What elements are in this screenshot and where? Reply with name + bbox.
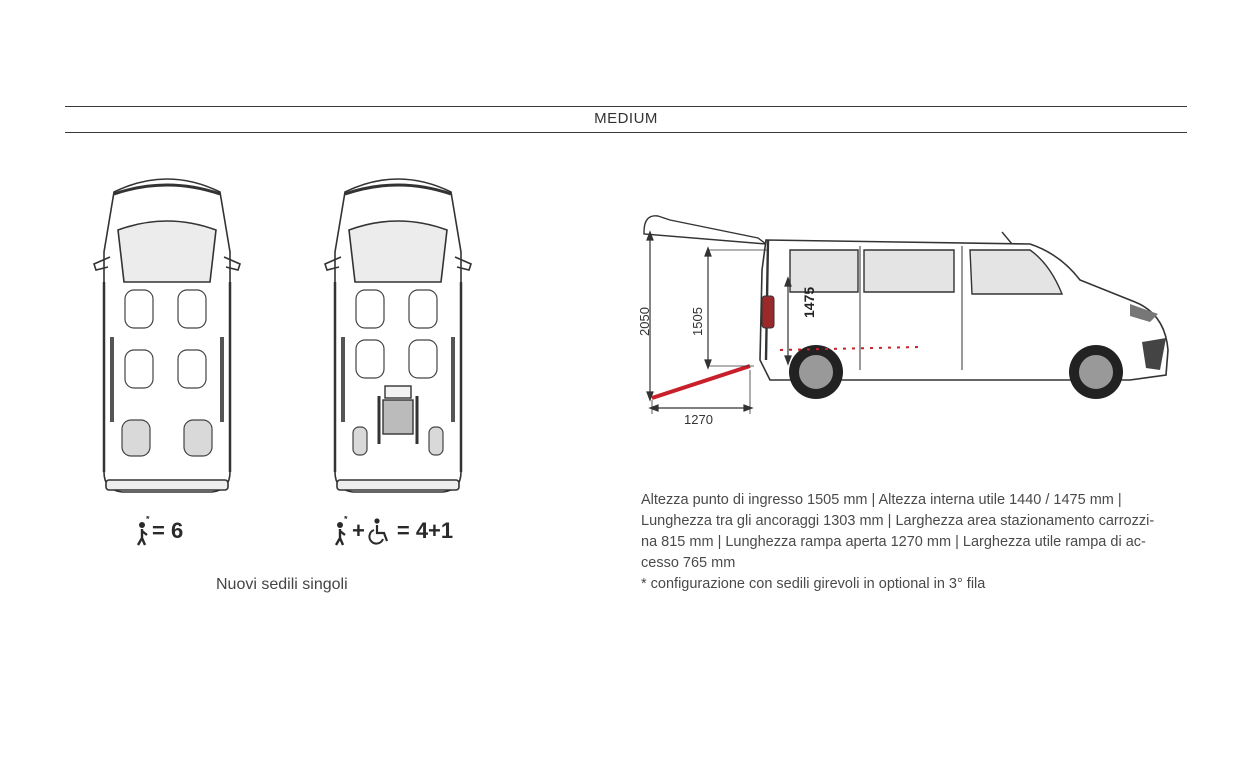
svg-text:*: * bbox=[344, 516, 348, 524]
specs-footnote: * configurazione con sedili girevoli in optional in 3° fila bbox=[641, 576, 986, 592]
bottom-rule bbox=[65, 132, 1187, 133]
specs-text bbox=[641, 490, 1161, 595]
section-title: MEDIUM bbox=[594, 110, 658, 127]
person-icon bbox=[136, 516, 152, 546]
top-rule bbox=[65, 106, 1187, 107]
ramp-line bbox=[652, 366, 750, 398]
capacity-value: = 6 bbox=[152, 518, 184, 543]
capacity-value: = 4+1 bbox=[396, 518, 454, 543]
van-plan-6-seats bbox=[92, 172, 242, 497]
dim-entry-height: 1505 bbox=[690, 307, 705, 336]
specs-line: cesso 765 mm bbox=[641, 555, 736, 571]
van-plan-wheelchair bbox=[323, 172, 473, 497]
specs-line: na 815 mm | Lunghezza rampa aperta 1270 mm | Larghezza utile rampa di ac- bbox=[641, 534, 1146, 550]
seats-caption: Nuovi sedili singoli bbox=[216, 576, 348, 593]
dim-total-height: 2050 bbox=[637, 307, 652, 336]
capacity-formula-6 bbox=[136, 516, 183, 546]
wheelchair-user-icon bbox=[367, 517, 391, 545]
van-side-view bbox=[630, 210, 1180, 435]
capacity-formula-wheelchair bbox=[334, 516, 453, 546]
dim-interior-height: 1475 bbox=[801, 286, 817, 318]
svg-text:*: * bbox=[146, 516, 150, 524]
specs-line: Lunghezza tra gli ancoraggi 1303 mm | Larghezza area stazionamento carrozzi- bbox=[641, 513, 1155, 529]
plus-sign: + bbox=[352, 518, 365, 543]
person-icon bbox=[334, 516, 350, 546]
specs-line: Altezza punto di ingresso 1505 mm | Altezza interna utile 1440 / 1475 mm | bbox=[641, 492, 1122, 508]
dim-ramp-length: 1270 bbox=[684, 412, 713, 427]
